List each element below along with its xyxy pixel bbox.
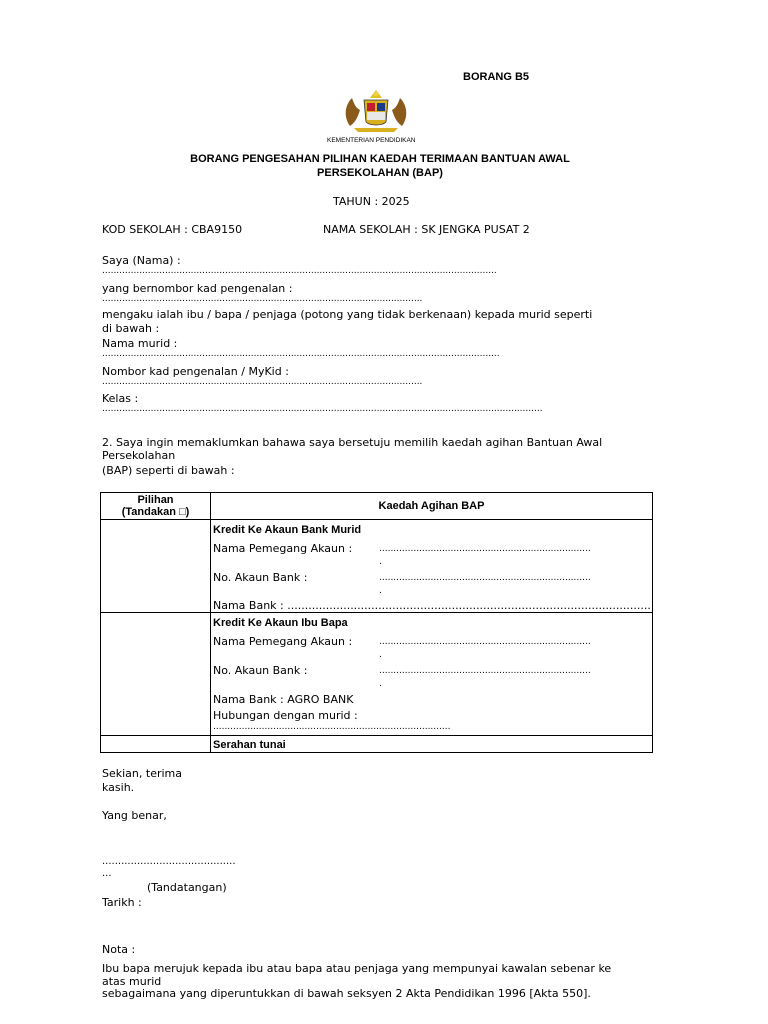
parent-bank-name: Nama Bank : AGRO BANK — [213, 693, 354, 706]
declaration-line1: mengaku ialah ibu / bapa / penjaga (potong yang tidak berkenaan) kepada murid seperti — [102, 308, 593, 321]
class-label: Kelas : — [102, 392, 139, 405]
mykid-label: Nombor kad pengenalan / MyKid : — [102, 365, 289, 378]
student-account-dot-tail: . — [379, 586, 382, 596]
mykid-field[interactable]: ................................................................................................................ — [102, 377, 423, 387]
column-header-method: Kaedah Agihan BAP — [211, 493, 653, 520]
choice-cell-cash[interactable] — [101, 736, 211, 753]
date-label: Tarikh : — [102, 896, 142, 909]
class-field[interactable]: .......................................................................................................................................................... — [102, 404, 543, 414]
student-name-field[interactable]: ........................................................................................................................................... — [102, 349, 500, 359]
table-row-cash — [101, 736, 653, 753]
bap-method-table — [100, 492, 653, 753]
choice-cell-parent-account[interactable] — [101, 613, 211, 736]
column-header-choice — [101, 493, 211, 520]
choice-cell-student-account[interactable] — [101, 520, 211, 613]
column-header-choice-line1: Pilihan — [137, 494, 174, 506]
parent-holder-field[interactable]: .......................................................................... — [379, 637, 591, 647]
declaration-line2: di bawah : — [102, 322, 160, 335]
statement-line1: 2. Saya ingin memaklumkan bahawa saya bersetuju memilih kaedah agihan Bantuan Awal — [102, 436, 603, 449]
parent-account-heading: Kredit Ke Akaun Ibu Bapa — [213, 617, 348, 629]
student-account-heading: Kredit Ke Akaun Bank Murid — [213, 524, 362, 536]
signature-caption: (Tandatangan) — [147, 881, 227, 894]
page-title-line2: PERSEKOLAHAN (BAP) — [317, 167, 443, 179]
student-holder-label: Nama Pemegang Akaun : — [213, 542, 353, 555]
student-holder-dot-tail: . — [379, 557, 382, 567]
note-label: Nota : — [102, 943, 136, 956]
table-row-student-account — [101, 520, 653, 613]
closing-line1: Sekian, terima — [102, 767, 182, 780]
table-row-parent-account — [101, 613, 653, 736]
year-label: TAHUN : 2025 — [333, 195, 410, 208]
note-line1: Ibu bapa merujuk kepada ibu atau bapa atau penjaga yang mempunyai kawalan sebenar ke — [102, 962, 612, 975]
relationship-label: Hubungan dengan murid : — [213, 709, 358, 722]
cash-handover-label: Serahan tunai — [213, 739, 286, 751]
student-name-label: Nama murid : — [102, 337, 178, 350]
relationship-field[interactable]: ................................................................................... — [213, 722, 451, 732]
statement-line2: Persekolahan — [102, 449, 176, 462]
signature-field[interactable]: .......................................... — [102, 856, 236, 867]
page-title-line1: BORANG PENGESAHAN PILIHAN KAEDAH TERIMAAN BANTUAN AWAL — [190, 153, 570, 165]
table-header-row — [101, 493, 653, 520]
parent-account-no-field[interactable]: .......................................................................... — [379, 666, 591, 676]
ministry-caption: KEMENTERIAN PENDIDIKAN — [327, 137, 416, 144]
student-holder-field[interactable]: .......................................................................... — [379, 544, 591, 554]
column-header-choice-line2: (Tandakan □) — [121, 506, 190, 518]
ic-field[interactable]: ................................................................................................................ — [102, 294, 423, 304]
note-line3: sebagaimana yang diperuntukkan di bawah seksyen 2 Akta Pendidikan 1996 [Akta 550]. — [102, 987, 591, 1000]
coat-of-arms-logo — [340, 88, 412, 134]
statement-line3: (BAP) seperti di bawah : — [102, 464, 235, 477]
form-code: BORANG B5 — [463, 71, 530, 83]
student-account-no-label: No. Akaun Bank : — [213, 571, 308, 584]
parent-holder-dot-tail: . — [379, 650, 382, 660]
yours-truly: Yang benar, — [102, 809, 167, 822]
name-field[interactable]: .......................................................................................................................................... — [102, 266, 497, 276]
student-account-no-field[interactable]: .......................................................................... — [379, 573, 591, 583]
school-code: KOD SEKOLAH : CBA9150 — [102, 223, 243, 236]
parent-holder-label: Nama Pemegang Akaun : — [213, 635, 353, 648]
signature-dots-tail: ... — [102, 868, 112, 879]
parent-account-dot-tail: . — [379, 679, 382, 689]
closing-line2: kasih. — [102, 781, 135, 794]
note-line2: atas murid — [102, 975, 162, 988]
parent-account-no-label: No. Akaun Bank : — [213, 664, 308, 677]
ic-label: yang bernombor kad pengenalan : — [102, 282, 293, 295]
student-bank-name-field[interactable]: Nama Bank : ........................................................................................................ — [213, 599, 651, 612]
school-name: NAMA SEKOLAH : SK JENGKA PUSAT 2 — [323, 223, 530, 236]
name-label: Saya (Nama) : — [102, 254, 181, 267]
